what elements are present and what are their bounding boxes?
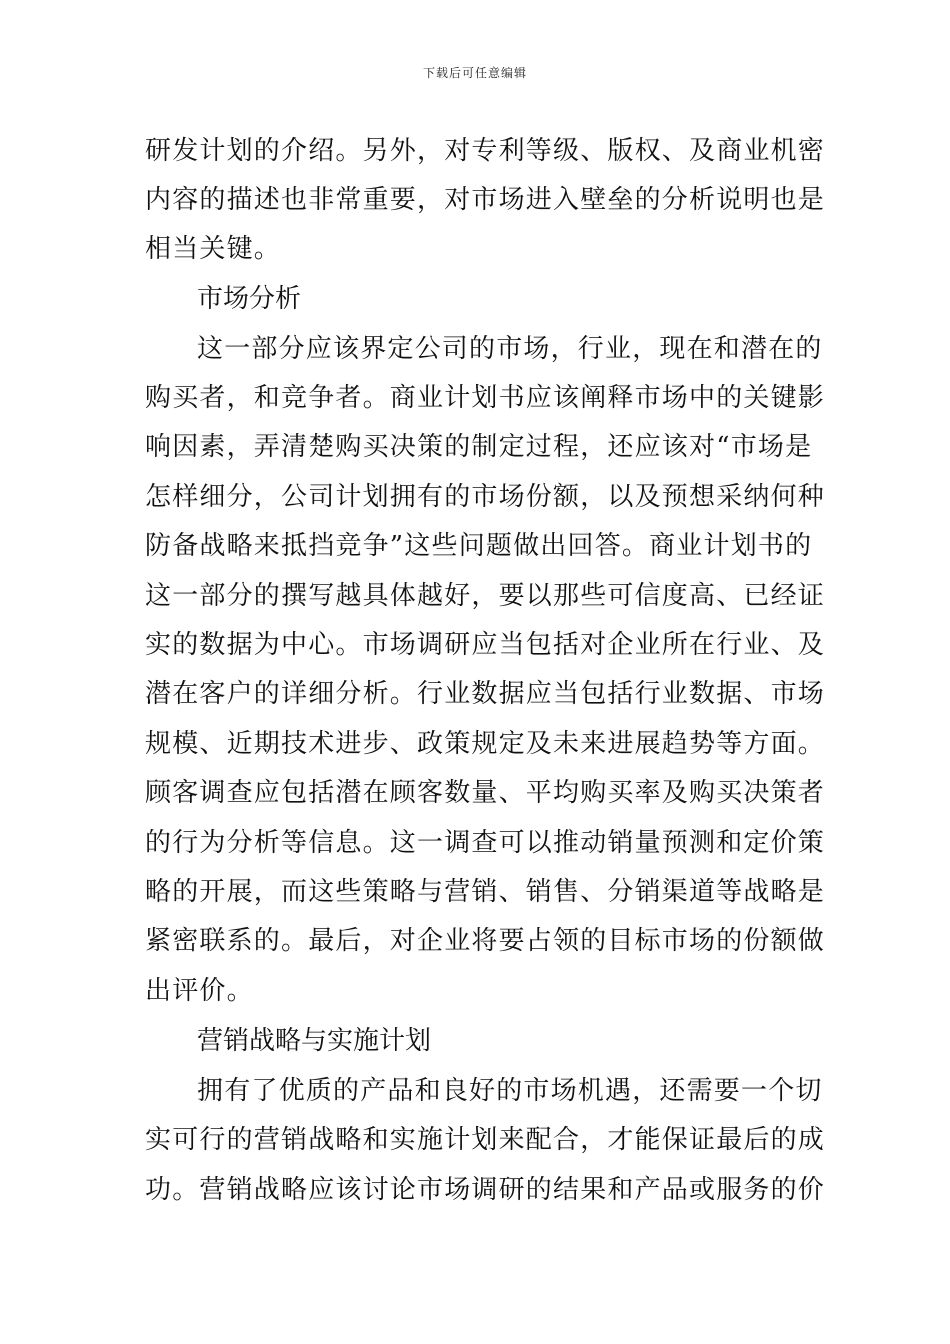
- paragraph-line: 响因素，弄清楚购买决策的制定过程，还应该对“市场是: [145, 432, 813, 462]
- paragraph-line: 实的数据为中心。市场调研应当包括对企业所在行业、及: [145, 630, 826, 660]
- paragraph-line: 怎样细分，公司计划拥有的市场份额，以及预想采纳何种: [145, 482, 826, 512]
- paragraph-line: 购买者，和竞争者。商业计划书应该阐释市场中的关键影: [145, 383, 826, 413]
- paragraph-line: 的行为分析等信息。这一调查可以推动销量预测和定价策: [145, 828, 826, 858]
- paragraph-line: 内容的描述也非常重要，对市场进入壁垒的分析说明也是: [145, 185, 826, 215]
- paragraph-line: 紧密联系的。最后，对企业将要占领的目标市场的份额做: [145, 926, 826, 956]
- paragraph-line: 相当关键。: [145, 234, 282, 264]
- paragraph-line: 顾客调查应包括潜在顾客数量、平均购买率及购买决策者: [145, 778, 826, 808]
- paragraph-line: 拥有了优质的产品和良好的市场机遇，还需要一个切: [197, 1076, 823, 1106]
- page-header: 下载后可任意编辑: [422, 66, 527, 80]
- paragraph-line: 功。营销战略应该讨论市场调研的结果和产品或服务的价: [145, 1175, 826, 1205]
- section-heading-market-analysis: 市场分析: [197, 284, 302, 314]
- paragraph-line: 防备战略来抵挡竞争”这些问题做出回答。商业计划书的: [145, 531, 813, 561]
- paragraph-line: 研发计划的介绍。另外，对专利等级、版权、及商业机密: [145, 136, 826, 166]
- paragraph-line: 实可行的营销战略和实施计划来配合，才能保证最后的成: [145, 1125, 826, 1155]
- paragraph-line: 这一部分的撰写越具体越好，要以那些可信度高、已经证: [145, 581, 826, 611]
- paragraph-line: 出评价。: [145, 976, 254, 1006]
- paragraph-line: 规模、近期技术进步、政策规定及未来进展趋势等方面。: [145, 729, 826, 759]
- paragraph-line: 这一部分应该界定公司的市场，行业，现在和潜在的: [197, 334, 823, 364]
- paragraph-line: 略的开展，而这些策略与营销、销售、分销渠道等战略是: [145, 877, 826, 907]
- paragraph-line: 潜在客户的详细分析。行业数据应当包括行业数据、市场: [145, 679, 826, 709]
- section-heading-marketing-strategy: 营销战略与实施计划: [197, 1026, 432, 1056]
